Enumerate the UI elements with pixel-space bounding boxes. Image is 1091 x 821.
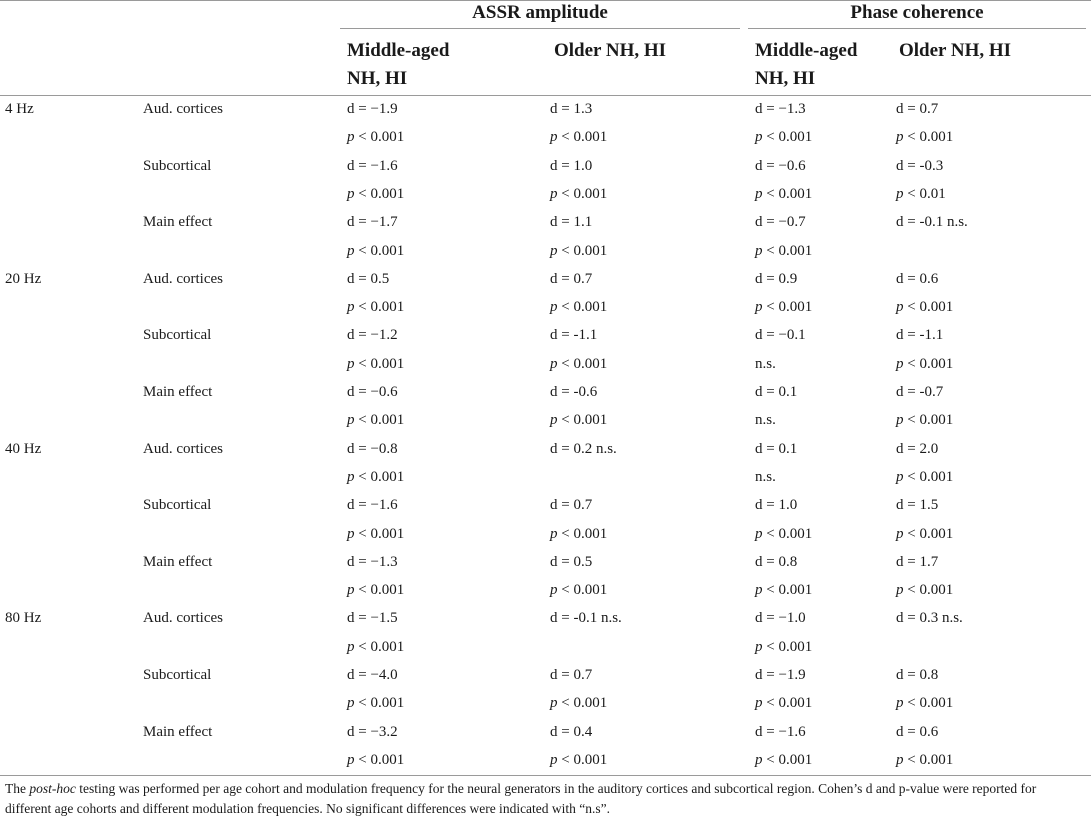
p-symbol: p — [896, 751, 908, 768]
effect-size-cell-text: d = 0.7 — [550, 667, 593, 683]
effect-size-cell — [347, 495, 398, 515]
p-value-cell — [550, 127, 607, 147]
effect-size-cell-text: d = −0.1 — [755, 327, 806, 344]
region-label-text: Subcortical — [143, 327, 212, 344]
p-value-cell — [347, 354, 404, 374]
effect-size-cell-text: d = 0.8 — [755, 553, 798, 570]
p-symbol: p — [755, 129, 767, 146]
effect-size-cell-text: d = 1.0 — [550, 157, 593, 174]
p-value-cell — [896, 693, 953, 713]
p-value-cell — [550, 184, 607, 204]
effect-size-cell-text: d = 0.6 — [896, 270, 939, 287]
effect-size-cell-text: d = 1.0 — [755, 497, 798, 514]
p-symbol: p — [550, 525, 562, 542]
p-value-cell — [755, 637, 812, 657]
p-symbol: p — [755, 638, 767, 655]
p-value-cell — [550, 297, 607, 317]
p-value-cell — [755, 241, 812, 261]
p-symbol: p — [550, 695, 562, 712]
p-value-cell-text: < 0.001 — [358, 412, 405, 429]
p-symbol: p — [550, 582, 562, 599]
p-value-cell-text: < 0.001 — [358, 299, 405, 316]
p-value-cell-text: < 0.001 — [358, 525, 405, 542]
p-value-cell-text: < 0.001 — [907, 129, 954, 146]
p-symbol: p — [755, 299, 767, 316]
p-value-cell-text: < 0.001 — [766, 638, 813, 655]
region-label — [143, 382, 212, 402]
effect-size-cell — [896, 325, 943, 345]
p-value-cell — [550, 750, 607, 770]
effect-size-cell — [550, 325, 597, 345]
effect-size-cell-text: d = −0.8 — [347, 440, 398, 457]
effect-size-cell — [896, 665, 938, 685]
frequency-label-text: 40 Hz — [5, 440, 42, 457]
p-value-cell — [347, 241, 404, 261]
p-value-cell — [896, 467, 953, 487]
effect-size-cell — [550, 269, 592, 289]
effect-size-cell-text: d = −1.6 — [347, 497, 398, 514]
p-value-cell-text: n.s. — [755, 468, 776, 485]
p-value-cell-text: < 0.001 — [766, 525, 813, 542]
p-value-cell — [347, 693, 404, 713]
effect-size-cell — [550, 665, 592, 685]
effect-size-cell — [896, 608, 963, 628]
p-symbol: p — [347, 299, 359, 316]
effect-size-cell — [755, 382, 797, 402]
effect-size-cell-text: d = −4.0 — [347, 667, 398, 683]
p-value-cell-text: < 0.001 — [907, 751, 954, 768]
effect-size-cell-text: d = −1.6 — [347, 157, 398, 174]
region-label — [143, 212, 212, 232]
p-value-cell — [550, 410, 607, 430]
p-value-cell — [755, 297, 812, 317]
effect-size-cell-text: d = −1.9 — [755, 667, 806, 683]
effect-size-cell — [347, 722, 398, 742]
header-rule — [0, 95, 1091, 96]
effect-size-cell — [755, 212, 806, 232]
p-symbol: p — [550, 242, 562, 259]
p-value-cell — [550, 354, 607, 374]
effect-size-cell — [755, 325, 806, 345]
col-header-phase-older: Older NH, HI — [899, 40, 1012, 61]
effect-size-cell — [347, 156, 398, 176]
p-value-cell-text: < 0.001 — [358, 129, 405, 146]
effect-size-cell — [347, 269, 389, 289]
effect-size-cell — [347, 99, 398, 119]
p-value-cell-text: < 0.001 — [766, 129, 813, 146]
p-value-cell-text: < 0.001 — [907, 525, 954, 542]
p-value-cell-text: n.s. — [755, 412, 776, 429]
p-symbol: p — [550, 355, 562, 372]
p-value-cell-text: n.s. — [755, 355, 776, 372]
region-label — [143, 665, 211, 685]
effect-size-cell — [347, 212, 398, 232]
p-value-cell — [347, 580, 404, 600]
p-value-cell-text: < 0.001 — [561, 185, 608, 202]
p-value-cell-text: < 0.001 — [358, 185, 405, 202]
p-value-cell-text: < 0.001 — [561, 695, 608, 712]
p-value-cell-text: < 0.001 — [358, 242, 405, 259]
effect-size-cell-text: d = 0.1 — [755, 440, 798, 457]
effect-size-cell — [347, 439, 398, 459]
top-rule — [0, 0, 1091, 1]
group-underline-assr — [340, 28, 740, 29]
effect-size-cell — [347, 608, 398, 628]
p-symbol: p — [347, 129, 359, 146]
col-header-assr-older: Older NH, HI — [554, 40, 667, 61]
effect-size-cell — [755, 495, 797, 515]
p-value-cell-text: < 0.001 — [358, 751, 405, 768]
effect-size-cell-text: d = 0.3 n.s. — [896, 610, 963, 627]
table-footnote — [5, 779, 1085, 819]
effect-size-cell-text: d = 0.8 — [896, 667, 939, 683]
effect-size-cell — [550, 552, 592, 572]
p-value-cell — [347, 184, 404, 204]
p-value-cell-text: < 0.001 — [561, 412, 608, 429]
effect-size-cell — [896, 382, 943, 402]
p-symbol: p — [755, 695, 767, 712]
effect-size-cell-text: d = −1.9 — [347, 101, 398, 117]
effect-size-cell-text: d = -0.1 n.s. — [550, 610, 622, 627]
effect-size-cell-text: d = -1.1 — [550, 327, 598, 344]
region-label-text: Main effect — [143, 723, 213, 740]
p-value-cell — [550, 693, 607, 713]
footnote-text: The post-hoc testing was performed per age cohort and modulation frequency for the neural generators in the auditory cortices and subcortical region. Cohen’s d and p-value were reported for different age cohorts and different modulation frequencies. No significant differences were indicated with “n.s”. — [5, 781, 1037, 816]
p-value-cell-text: < 0.001 — [561, 242, 608, 259]
p-symbol: p — [896, 525, 908, 542]
effect-size-cell — [550, 495, 592, 515]
effect-size-cell-text: d = 1.5 — [896, 497, 939, 514]
effect-size-cell-text: d = −0.6 — [755, 157, 806, 174]
frequency-label — [5, 99, 34, 119]
frequency-label-text: 4 Hz — [5, 101, 34, 117]
p-symbol: p — [550, 412, 562, 429]
p-value-cell — [755, 184, 812, 204]
effect-size-cell-text: d = 0.2 n.s. — [550, 440, 617, 457]
effect-size-cell-text: d = 0.7 — [550, 497, 593, 514]
region-label — [143, 325, 211, 345]
frequency-label-text: 20 Hz — [5, 270, 42, 287]
effect-size-cell-text: d = −1.3 — [755, 101, 806, 117]
p-value-cell — [896, 750, 953, 770]
effect-size-cell-text: d = −1.6 — [755, 723, 806, 740]
region-label-text: Subcortical — [143, 497, 212, 514]
p-value-cell-text: < 0.001 — [766, 751, 813, 768]
p-value-cell-text: < 0.001 — [561, 355, 608, 372]
p-value-cell — [896, 354, 953, 374]
p-value-cell-text: < 0.001 — [358, 468, 405, 485]
p-value-cell-text: < 0.001 — [907, 299, 954, 316]
group-underline-phase — [748, 28, 1086, 29]
region-label — [143, 156, 211, 176]
p-value-cell — [755, 750, 812, 770]
effect-size-cell-text: d = 0.9 — [755, 270, 798, 287]
p-symbol: p — [347, 242, 359, 259]
p-value-cell-text: < 0.001 — [766, 299, 813, 316]
p-symbol: p — [347, 638, 359, 655]
region-label — [143, 722, 212, 742]
effect-size-cell — [347, 552, 398, 572]
effect-size-cell — [550, 156, 592, 176]
p-symbol: p — [550, 751, 562, 768]
region-label — [143, 552, 212, 572]
effect-size-cell-text: d = 0.6 — [896, 723, 939, 740]
region-label — [143, 608, 223, 628]
effect-size-cell-text: d = 0.7 — [896, 101, 939, 117]
effect-size-cell-text: d = −1.3 — [347, 553, 398, 570]
p-value-cell-text: < 0.001 — [358, 638, 405, 655]
p-value-cell — [550, 580, 607, 600]
p-value-cell-text: < 0.001 — [561, 751, 608, 768]
effect-size-cell — [896, 495, 938, 515]
effect-size-cell — [550, 439, 617, 459]
p-value-cell-text: < 0.001 — [766, 582, 813, 599]
effect-size-cell — [896, 552, 938, 572]
p-symbol: p — [896, 299, 908, 316]
p-symbol: p — [755, 525, 767, 542]
effect-size-cell-text: d = −1.7 — [347, 214, 398, 231]
p-value-cell — [896, 297, 953, 317]
p-value-cell-text: < 0.01 — [907, 185, 946, 202]
p-symbol: p — [347, 468, 359, 485]
p-value-cell-text: < 0.001 — [358, 695, 405, 712]
p-value-cell-text: < 0.001 — [561, 129, 608, 146]
region-label — [143, 439, 223, 459]
p-symbol: p — [347, 582, 359, 599]
p-symbol: p — [755, 582, 767, 599]
region-label-text: Aud. cortices — [143, 610, 223, 627]
p-symbol: p — [550, 185, 562, 202]
effect-size-cell-text: d = -0.7 — [896, 384, 944, 400]
p-symbol: p — [550, 129, 562, 146]
effect-size-cell-text: d = −0.6 — [347, 384, 398, 400]
effect-size-cell-text: d = −1.0 — [755, 610, 806, 627]
p-value-cell — [347, 410, 404, 430]
p-value-cell-text: < 0.001 — [358, 582, 405, 599]
p-value-cell-text: < 0.001 — [907, 468, 954, 485]
p-value-cell-text: < 0.001 — [907, 355, 954, 372]
effect-size-cell — [347, 325, 398, 345]
p-value-cell-text: < 0.001 — [561, 582, 608, 599]
effect-size-cell — [550, 608, 622, 628]
effect-size-cell — [550, 382, 597, 402]
effect-size-cell — [755, 269, 797, 289]
effect-size-cell — [896, 99, 938, 119]
region-label-text: Aud. cortices — [143, 270, 223, 287]
p-value-cell-text: < 0.001 — [766, 695, 813, 712]
region-label-text: Aud. cortices — [143, 101, 223, 117]
p-symbol: p — [347, 695, 359, 712]
effect-size-cell-text: d = 1.7 — [896, 553, 939, 570]
p-value-cell — [347, 750, 404, 770]
effect-size-cell-text: d = −3.2 — [347, 723, 398, 740]
p-value-cell-text: < 0.001 — [358, 355, 405, 372]
region-label-text: Main effect — [143, 384, 213, 400]
effect-size-cell-text: d = 0.7 — [550, 270, 593, 287]
effect-size-cell — [755, 722, 806, 742]
frequency-label — [5, 269, 41, 289]
p-value-cell — [755, 693, 812, 713]
effect-size-cell — [550, 99, 592, 119]
col-header-assr-middle-aged: Middle-aged NH, HI — [347, 40, 450, 89]
effect-size-cell — [896, 269, 938, 289]
effect-size-cell-text: d = -0.3 — [896, 157, 944, 174]
region-label-text: Main effect — [143, 553, 213, 570]
effect-size-cell-text: d = -0.6 — [550, 384, 598, 400]
p-symbol: p — [755, 751, 767, 768]
p-value-cell-text: < 0.001 — [907, 695, 954, 712]
p-symbol: p — [896, 129, 908, 146]
p-value-cell — [755, 524, 812, 544]
effect-size-cell — [896, 212, 968, 232]
p-value-cell-text: < 0.001 — [766, 242, 813, 259]
p-symbol: p — [347, 185, 359, 202]
p-value-cell — [347, 524, 404, 544]
effect-size-cell-text: d = −1.2 — [347, 327, 398, 344]
p-value-cell — [896, 524, 953, 544]
p-symbol: p — [896, 695, 908, 712]
effect-size-cell-text: d = 0.1 — [755, 384, 798, 400]
p-value-cell-text: < 0.001 — [766, 185, 813, 202]
frequency-label-text: 80 Hz — [5, 610, 42, 627]
effect-size-cell — [896, 439, 938, 459]
p-value-cell — [755, 410, 776, 430]
effect-size-cell-text: d = 0.5 — [550, 553, 593, 570]
effect-size-cell-text: d = −0.7 — [755, 214, 806, 231]
effect-size-cell-text: d = 1.1 — [550, 214, 593, 231]
p-value-cell-text: < 0.001 — [907, 412, 954, 429]
frequency-label — [5, 608, 41, 628]
p-value-cell — [755, 127, 812, 147]
p-symbol: p — [347, 412, 359, 429]
frequency-label — [5, 439, 41, 459]
effect-size-cell — [755, 608, 806, 628]
effect-size-cell-text: d = 0.5 — [347, 270, 390, 287]
effect-size-cell — [896, 156, 943, 176]
effect-size-cell — [755, 665, 806, 685]
region-label — [143, 99, 223, 119]
p-value-cell — [755, 354, 776, 374]
p-symbol: p — [550, 299, 562, 316]
effect-size-cell — [755, 552, 797, 572]
p-symbol: p — [347, 751, 359, 768]
p-value-cell-text: < 0.001 — [907, 582, 954, 599]
effect-size-cell — [755, 99, 806, 119]
effect-size-cell-text: d = 2.0 — [896, 440, 939, 457]
effect-size-cell — [896, 722, 938, 742]
effect-size-cell-text: d = 1.3 — [550, 101, 593, 117]
p-value-cell — [347, 127, 404, 147]
p-symbol: p — [755, 242, 767, 259]
effect-size-cell — [755, 439, 797, 459]
p-symbol: p — [896, 582, 908, 599]
p-value-cell-text: < 0.001 — [561, 299, 608, 316]
effect-size-cell — [550, 212, 592, 232]
region-label-text: Aud. cortices — [143, 440, 223, 457]
p-value-cell — [755, 580, 812, 600]
p-value-cell — [550, 524, 607, 544]
p-symbol: p — [896, 412, 908, 429]
region-label-text: Subcortical — [143, 667, 212, 683]
p-symbol: p — [896, 468, 908, 485]
effect-size-cell-text: d = −1.5 — [347, 610, 398, 627]
effect-size-cell-text: d = -0.1 n.s. — [896, 214, 968, 231]
group-header-assr-amplitude: ASSR amplitude — [472, 2, 608, 23]
p-value-cell-text: < 0.001 — [561, 525, 608, 542]
region-label — [143, 269, 223, 289]
p-value-cell — [347, 637, 404, 657]
region-label — [143, 495, 211, 515]
p-value-cell — [347, 297, 404, 317]
effect-size-cell-text: d = 0.4 — [550, 723, 593, 740]
p-symbol: p — [755, 185, 767, 202]
p-symbol: p — [896, 185, 908, 202]
effect-size-cell — [347, 382, 398, 402]
p-value-cell — [755, 467, 776, 487]
p-symbol: p — [896, 355, 908, 372]
p-symbol: p — [347, 525, 359, 542]
p-value-cell — [896, 410, 953, 430]
p-value-cell — [347, 467, 404, 487]
effect-size-cell — [755, 156, 806, 176]
region-label-text: Subcortical — [143, 157, 212, 174]
col-header-phase-middle-aged: Middle-aged NH, HI — [755, 40, 858, 89]
p-value-cell — [896, 580, 953, 600]
effect-size-cell — [347, 665, 398, 685]
effect-size-cell-text: d = -1.1 — [896, 327, 944, 344]
p-value-cell — [550, 241, 607, 261]
group-header-phase-coherence: Phase coherence — [850, 2, 984, 23]
bottom-rule — [0, 775, 1091, 776]
p-symbol: p — [347, 355, 359, 372]
effect-size-cell — [550, 722, 592, 742]
region-label-text: Main effect — [143, 214, 213, 231]
p-value-cell — [896, 184, 946, 204]
p-value-cell — [896, 127, 953, 147]
